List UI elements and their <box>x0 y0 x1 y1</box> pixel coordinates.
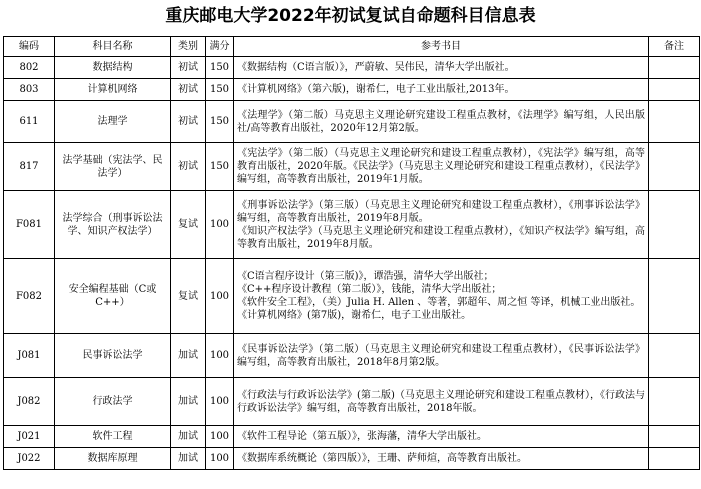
reference-book-entry: 《数据库系统概论（第四版）》，王珊、萨师煊，高等教育出版社。 <box>237 453 527 464</box>
page-title: 重庆邮电大学2022年初试复试自命题科目信息表 <box>165 6 536 26</box>
cell-code: J082 <box>4 378 55 426</box>
cell-type: 初试 <box>171 79 206 101</box>
subject-info-table <box>3 36 700 470</box>
cell-type: 复试 <box>171 259 206 334</box>
cell-notes <box>649 448 700 470</box>
cell-code: F082 <box>4 259 55 334</box>
cell-full-score: 150 <box>206 57 234 79</box>
cell-subject-name: 数据库原理 <box>55 448 171 470</box>
table-row <box>4 79 700 101</box>
cell-full-score: 150 <box>206 143 234 191</box>
cell-reference-books <box>234 378 649 426</box>
cell-type: 初试 <box>171 57 206 79</box>
reference-book-entry: 《知识产权法学》（马克思主义理论研究和建设工程重点教材），《知识产权法学》编写组，高等教育出版社，2019年8月版。 <box>237 225 645 250</box>
cell-type: 加试 <box>171 334 206 378</box>
cell-reference-books <box>234 191 649 259</box>
cell-notes <box>649 191 700 259</box>
header-notes: 备注 <box>649 37 700 57</box>
header-full-score: 满分 <box>206 37 234 57</box>
header-reference-books: 参考书目 <box>234 37 649 57</box>
reference-book-entry: 《民事诉讼法学》（第二版）（马克思主义理论研究和建设工程重点教材），《民事诉讼法学》编写组，高等教育出版社，2018年8月第2版。 <box>237 343 645 368</box>
cell-reference-books <box>234 143 649 191</box>
cell-full-score: 100 <box>206 378 234 426</box>
reference-book-entry: 《刑事诉讼法学》（第三版）（马克思主义理论研究和建设工程重点教材），《刑事诉讼法学》编写组，高等教育出版社，2019年8月版。 <box>237 199 645 224</box>
reference-book-entry: 《宪法学》（第二版）（马克思主义理论研究和建设工程重点教材），《宪法学》编写组，高等教育出版社，2020年版。《民法学》（马克思主义理论研究和建设工程重点教材），《民法学》编写组，高等教育出版社，2019年1月版。 <box>237 148 645 185</box>
cell-code: 803 <box>4 79 55 101</box>
cell-reference-books <box>234 259 649 334</box>
reference-book-entry: 《计算机网络》（第六版)，谢希仁，电子工业出版社,2013年。 <box>237 84 515 95</box>
cell-code: J021 <box>4 426 55 448</box>
reference-book-entry: 《C语言程序设计（第三版)》，谭浩强，清华大学出版社； <box>237 271 494 282</box>
reference-book-entry: 《软件安全工程》，（美）Julia H. Allen 、等著，郭超年、周之恒 等译，机械工业出版社。 <box>237 297 641 308</box>
cell-full-score: 100 <box>206 448 234 470</box>
table-row <box>4 57 700 79</box>
reference-book-entry: 《C++程序设计教程（第二版）》，钱能，清华大学出版社； <box>237 284 502 295</box>
cell-subject-name: 数据结构 <box>55 57 171 79</box>
table-row <box>4 426 700 448</box>
cell-notes <box>649 378 700 426</box>
table-row <box>4 334 700 378</box>
cell-subject-name: 法理学 <box>55 101 171 143</box>
cell-type: 初试 <box>171 101 206 143</box>
table-row <box>4 259 700 334</box>
cell-notes <box>649 57 700 79</box>
cell-full-score: 100 <box>206 334 234 378</box>
cell-full-score: 100 <box>206 426 234 448</box>
cell-code: J022 <box>4 448 55 470</box>
cell-subject-name: 计算机网络 <box>55 79 171 101</box>
cell-subject-name: 软件工程 <box>55 426 171 448</box>
table-row <box>4 143 700 191</box>
cell-code: 802 <box>4 57 55 79</box>
cell-reference-books <box>234 426 649 448</box>
cell-full-score: 100 <box>206 259 234 334</box>
reference-book-entry: 《软件工程导论（第五版）》，张海藩，清华大学出版社。 <box>237 431 487 442</box>
header-subject-name: 科目名称 <box>55 37 171 57</box>
header-code: 编码 <box>4 37 55 57</box>
cell-notes <box>649 259 700 334</box>
table-row <box>4 101 700 143</box>
cell-type: 加试 <box>171 448 206 470</box>
reference-book-entry: 《法理学》（第二版）马克思主义理论研究建设工程重点教材，《法理学》编写组，人民出版社/高等教育出版社，2020年12月第2版。 <box>237 109 645 134</box>
table-row <box>4 378 700 426</box>
cell-reference-books <box>234 448 649 470</box>
cell-notes <box>649 426 700 448</box>
table-header-row <box>4 37 700 57</box>
table-row <box>4 191 700 259</box>
cell-code: F081 <box>4 191 55 259</box>
cell-reference-books <box>234 57 649 79</box>
cell-subject-name: 法学基础（宪法学、民法学） <box>55 143 171 191</box>
header-type: 类别 <box>171 37 206 57</box>
table-row <box>4 448 700 470</box>
cell-code: 611 <box>4 101 55 143</box>
cell-notes <box>649 143 700 191</box>
reference-book-entry: 《数据结构（C语言版）》，严蔚敏、吴伟民，清华大学出版社。 <box>237 62 515 73</box>
cell-full-score: 150 <box>206 79 234 101</box>
cell-subject-name: 安全编程基础（C或C++） <box>55 259 171 334</box>
cell-code: J081 <box>4 334 55 378</box>
cell-type: 初试 <box>171 143 206 191</box>
cell-subject-name: 法学综合（刑事诉讼法学、知识产权法学） <box>55 191 171 259</box>
cell-type: 复试 <box>171 191 206 259</box>
cell-subject-name: 民事诉讼法学 <box>55 334 171 378</box>
cell-full-score: 100 <box>206 191 234 259</box>
cell-subject-name: 行政法学 <box>55 378 171 426</box>
cell-reference-books <box>234 334 649 378</box>
cell-notes <box>649 79 700 101</box>
cell-type: 加试 <box>171 378 206 426</box>
cell-code: 817 <box>4 143 55 191</box>
cell-notes <box>649 334 700 378</box>
cell-notes <box>649 101 700 143</box>
cell-full-score: 150 <box>206 101 234 143</box>
cell-reference-books <box>234 79 649 101</box>
cell-reference-books <box>234 101 649 143</box>
cell-type: 加试 <box>171 426 206 448</box>
reference-book-entry: 《行政法与行政诉讼法学》(第二版)（马克思主义理论研究和建设工程重点教材），《行政法与行政诉讼法学》编写组，高等教育出版社，2018年版。 <box>237 389 645 414</box>
reference-book-entry: 《计算机网络》(第7版)，谢希仁，电子工业出版社。 <box>237 310 472 321</box>
